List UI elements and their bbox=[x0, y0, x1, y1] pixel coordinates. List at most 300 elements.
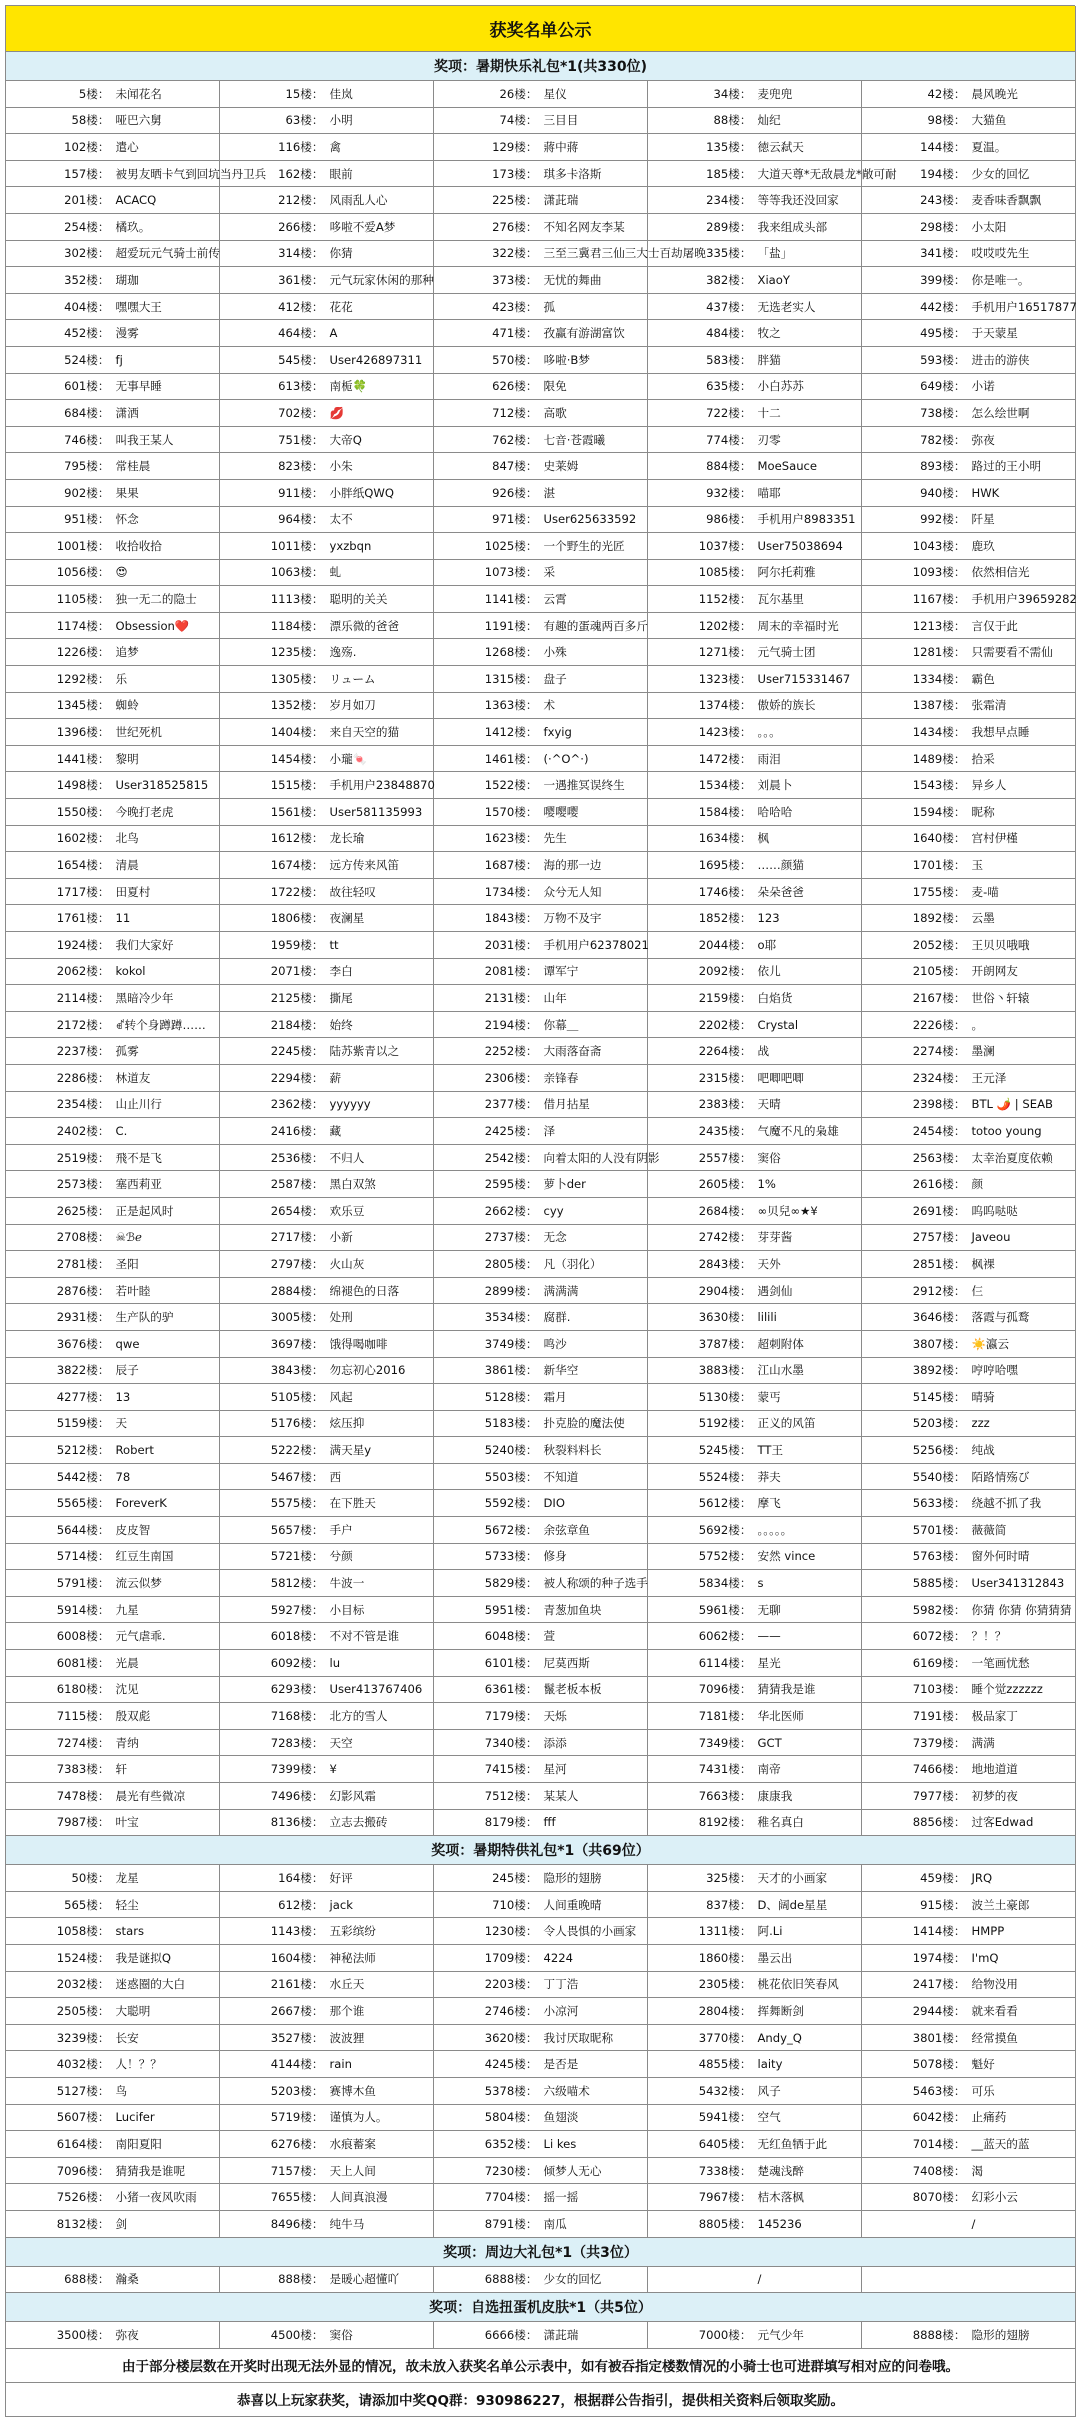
floor-number: 1434楼： bbox=[912, 725, 966, 740]
floor-number: 5719楼： bbox=[270, 2110, 324, 2125]
winner-cell bbox=[862, 507, 1076, 533]
floor-number: 157楼： bbox=[64, 166, 110, 181]
winner-cell bbox=[6, 2184, 220, 2210]
table-row bbox=[6, 2158, 1076, 2185]
winner-cell bbox=[220, 1171, 434, 1197]
winner-name: 麦-喵 bbox=[971, 884, 999, 899]
winner-name: 迷惑圈的大白 bbox=[115, 1977, 186, 1992]
winner-name: 战 bbox=[757, 1044, 770, 1059]
floor-number: 276楼： bbox=[492, 219, 538, 234]
floor-number: 5733楼： bbox=[484, 1549, 538, 1564]
winner-name: 流云似梦 bbox=[115, 1576, 162, 1591]
floor-number: 7349楼： bbox=[698, 1735, 752, 1750]
winner-name: 九星 bbox=[115, 1602, 139, 1617]
winner-name: 喵耶 bbox=[757, 485, 781, 500]
floor-number: 144楼： bbox=[920, 139, 966, 154]
winner-name: 大道天尊*无敌晨龙*敞可耐 bbox=[757, 166, 897, 181]
floor-number: 5657楼： bbox=[270, 1522, 324, 1537]
winner-name: 渴 bbox=[971, 2163, 984, 2178]
floor-number: 185楼： bbox=[706, 166, 752, 181]
floor-number: 7655楼： bbox=[270, 2190, 324, 2205]
table-row bbox=[6, 1703, 1076, 1730]
winner-name: 来自天空的猫 bbox=[329, 725, 400, 740]
winner-cell bbox=[6, 1411, 220, 1437]
winner-name: 清晨 bbox=[115, 858, 139, 873]
winner-name: 陆苏紫青以之 bbox=[329, 1044, 400, 1059]
winner-name: 薇薇简 bbox=[971, 1522, 1007, 1537]
winner-cell bbox=[648, 2211, 862, 2237]
floor-number: 7663楼： bbox=[698, 1788, 752, 1803]
winner-name: 傲娇的族长 bbox=[757, 698, 816, 713]
winner-name: 追梦 bbox=[115, 645, 139, 660]
winner-name: 嘿嘿大王 bbox=[115, 299, 162, 314]
winner-cell bbox=[648, 826, 862, 852]
winner-cell bbox=[434, 400, 648, 426]
winner-cell bbox=[434, 959, 648, 985]
winner-cell bbox=[862, 267, 1076, 293]
floor-number: 7103楼： bbox=[912, 1682, 966, 1697]
winner-name: 漫雾 bbox=[115, 326, 139, 341]
winner-name: 火山灰 bbox=[329, 1256, 365, 1271]
winner-name: BTL 🌶️ | SEAB bbox=[971, 1097, 1053, 1112]
floor-number: 3822楼： bbox=[56, 1363, 110, 1378]
winner-cell bbox=[862, 427, 1076, 453]
floor-number: 88楼： bbox=[713, 113, 752, 128]
winner-cell bbox=[648, 1810, 862, 1836]
winner-cell bbox=[648, 1464, 862, 1490]
winner-cell bbox=[220, 374, 434, 400]
winner-name: cyy bbox=[543, 1203, 564, 1218]
winner-name: tt bbox=[329, 937, 339, 952]
winner-cell bbox=[862, 1677, 1076, 1703]
floor-number: 7415楼： bbox=[484, 1762, 538, 1777]
winner-name: jack bbox=[329, 1897, 353, 1912]
winner-cell bbox=[6, 2078, 220, 2104]
winner-cell bbox=[862, 1918, 1076, 1944]
winner-cell bbox=[6, 985, 220, 1011]
floor-number: 915楼： bbox=[920, 1897, 966, 1912]
floor-number: 3534楼： bbox=[484, 1310, 538, 1325]
winner-cell bbox=[6, 453, 220, 479]
winner-cell bbox=[862, 1865, 1076, 1891]
winner-cell bbox=[6, 533, 220, 559]
winner-name: HMPP bbox=[971, 1924, 1005, 1939]
winner-name: 天才的小画家 bbox=[757, 1870, 828, 1885]
winner-cell bbox=[220, 560, 434, 586]
winner-cell bbox=[862, 1464, 1076, 1490]
winner-cell bbox=[862, 320, 1076, 346]
winner-cell bbox=[434, 453, 648, 479]
winner-name: 橘玖。 bbox=[115, 219, 151, 234]
winner-name: 勿忘初心2016 bbox=[329, 1363, 406, 1378]
winner-name: User625633592 bbox=[543, 512, 637, 527]
floor-number: 1701楼： bbox=[912, 858, 966, 873]
floor-number: 583楼： bbox=[706, 352, 752, 367]
winner-name: 神秘法师 bbox=[329, 1950, 376, 1965]
winner-cell bbox=[6, 1597, 220, 1623]
floor-number: 1454楼： bbox=[270, 751, 324, 766]
table-row bbox=[6, 2025, 1076, 2052]
winner-name: 大雨落奋斋 bbox=[543, 1044, 602, 1059]
floor-number: 1043楼： bbox=[912, 538, 966, 553]
winner-cell bbox=[434, 1597, 648, 1623]
floor-number: 2167楼： bbox=[912, 990, 966, 1005]
winner-name: 墨澜 bbox=[971, 1044, 995, 1059]
winner-cell bbox=[648, 427, 862, 453]
winner-cell bbox=[434, 1623, 648, 1649]
winner-cell bbox=[220, 2158, 434, 2184]
winner-name: laity bbox=[757, 2057, 783, 2072]
winner-name: 琪多卡洛斯 bbox=[543, 166, 602, 181]
winner-name: qwe bbox=[115, 1336, 140, 1351]
winner-name: 南瓜 bbox=[543, 2216, 567, 2231]
winner-cell bbox=[6, 1623, 220, 1649]
table-row bbox=[6, 1065, 1076, 1092]
winner-name: 一个野生的光匠 bbox=[543, 538, 625, 553]
winner-name: 不知名网友李某 bbox=[543, 219, 625, 234]
floor-number: 1025楼： bbox=[484, 538, 538, 553]
winner-cell bbox=[434, 108, 648, 134]
winner-name: o耶 bbox=[757, 937, 777, 952]
winner-cell bbox=[220, 267, 434, 293]
winner-cell bbox=[220, 959, 434, 985]
floor-number: 1184楼： bbox=[270, 618, 324, 633]
floor-number: 1746楼： bbox=[698, 884, 752, 899]
winner-cell bbox=[434, 1490, 648, 1516]
floor-number: 1674楼： bbox=[270, 858, 324, 873]
floor-number: 2684楼： bbox=[698, 1203, 752, 1218]
floor-number: 684楼： bbox=[64, 405, 110, 420]
floor-number: 1056楼： bbox=[56, 565, 110, 580]
floor-number: 1085楼： bbox=[698, 565, 752, 580]
floor-number: 932楼： bbox=[706, 485, 752, 500]
winner-name: 添添 bbox=[543, 1735, 567, 1750]
winner-cell bbox=[6, 1490, 220, 1516]
winner-cell bbox=[434, 1171, 648, 1197]
winner-cell bbox=[648, 932, 862, 958]
winner-cell bbox=[6, 2158, 220, 2184]
winner-cell bbox=[862, 1650, 1076, 1676]
winner-name: / bbox=[757, 2272, 762, 2287]
floor-number: 2062楼： bbox=[56, 964, 110, 979]
winner-cell bbox=[648, 1171, 862, 1197]
winner-name: —— bbox=[757, 1629, 781, 1644]
winner-name: 小诺 bbox=[971, 379, 995, 394]
winner-cell bbox=[6, 320, 220, 346]
winner-name: 魁好 bbox=[971, 2057, 995, 2072]
winner-cell bbox=[648, 453, 862, 479]
winner-name: 炫压抑 bbox=[329, 1416, 365, 1431]
table-row bbox=[6, 1945, 1076, 1972]
table-row bbox=[6, 2131, 1076, 2158]
winner-name: 天空 bbox=[329, 1735, 353, 1750]
winner-cell bbox=[862, 1092, 1076, 1118]
winner-name: 好评 bbox=[329, 1870, 353, 1885]
winner-cell bbox=[6, 1756, 220, 1782]
table-row bbox=[6, 453, 1076, 480]
floor-number: 1315楼： bbox=[484, 671, 538, 686]
winner-name: 南帝 bbox=[757, 1762, 781, 1777]
winner-name: 弥夜 bbox=[971, 432, 995, 447]
winner-name: 瀚桑 bbox=[115, 2272, 139, 2287]
winner-name: 星光 bbox=[757, 1655, 781, 1670]
floor-number: 15楼： bbox=[285, 86, 324, 101]
floor-number: 5203楼： bbox=[270, 2083, 324, 2098]
winner-name: 潇茈瑞 bbox=[543, 2327, 579, 2342]
winner-cell bbox=[648, 666, 862, 692]
floor-number: 5159楼： bbox=[56, 1416, 110, 1431]
winner-cell bbox=[6, 1171, 220, 1197]
floor-number: 162楼： bbox=[278, 166, 324, 181]
winner-name: 六级喵术 bbox=[543, 2083, 590, 2098]
winner-cell bbox=[648, 772, 862, 798]
winner-name: 宫村伊槿 bbox=[971, 831, 1018, 846]
winner-name: ¥ bbox=[329, 1762, 337, 1777]
winner-cell bbox=[6, 613, 220, 639]
winner-cell bbox=[862, 161, 1076, 187]
winner-cell bbox=[648, 586, 862, 612]
winner-cell bbox=[648, 1358, 862, 1384]
winner-cell bbox=[862, 1411, 1076, 1437]
floor-number: 7096楼： bbox=[698, 1682, 752, 1697]
winner-name: 世俗丶轩辕 bbox=[971, 990, 1030, 1005]
winner-cell bbox=[434, 161, 648, 187]
winner-cell bbox=[6, 2131, 220, 2157]
winner-name: 无事早睡 bbox=[115, 379, 162, 394]
winner-cell bbox=[6, 586, 220, 612]
table-row bbox=[6, 1544, 1076, 1571]
floor-number: 5763楼： bbox=[912, 1549, 966, 1564]
floor-number: 2286楼： bbox=[56, 1070, 110, 1085]
winner-cell bbox=[648, 187, 862, 213]
winner-cell bbox=[6, 1677, 220, 1703]
winner-name: 小明 bbox=[329, 113, 353, 128]
winner-cell bbox=[220, 1278, 434, 1304]
winner-cell bbox=[220, 1012, 434, 1038]
winner-cell bbox=[434, 985, 648, 1011]
winner-name: 我来组成头部 bbox=[757, 219, 828, 234]
winner-name: 大帝Q bbox=[329, 432, 362, 447]
winner-cell bbox=[220, 2131, 434, 2157]
floor-number: 1924楼： bbox=[56, 937, 110, 952]
table-row bbox=[6, 852, 1076, 879]
winner-cell bbox=[220, 826, 434, 852]
winner-cell bbox=[220, 108, 434, 134]
floor-number: 2203楼： bbox=[484, 1977, 538, 1992]
winner-name: 睡个觉zzzzzz bbox=[971, 1682, 1043, 1697]
table-row bbox=[6, 1464, 1076, 1491]
winner-cell bbox=[648, 959, 862, 985]
table-row bbox=[6, 1437, 1076, 1464]
winner-cell bbox=[6, 1065, 220, 1091]
floor-number: 1345楼： bbox=[56, 698, 110, 713]
winner-cell bbox=[434, 1198, 648, 1224]
winner-cell bbox=[220, 879, 434, 905]
winner-name: 麦香味香飘飘 bbox=[971, 193, 1042, 208]
floor-number: 254楼： bbox=[64, 219, 110, 234]
floor-number: 5721楼： bbox=[270, 1549, 324, 1564]
floor-number: 341楼： bbox=[920, 246, 966, 261]
winner-name: Javeou bbox=[971, 1230, 1011, 1245]
winner-name: fff bbox=[543, 1815, 556, 1830]
winner-cell bbox=[6, 374, 220, 400]
winner-name: 牧之 bbox=[757, 326, 781, 341]
winner-cell bbox=[648, 2322, 862, 2348]
winner-name: stars bbox=[115, 1924, 144, 1939]
table-row bbox=[6, 533, 1076, 560]
winner-name: 秋裂料料长 bbox=[543, 1443, 602, 1458]
floor-number: 688楼： bbox=[64, 2272, 110, 2287]
floor-number: 2536楼： bbox=[270, 1150, 324, 1165]
winner-cell bbox=[648, 1677, 862, 1703]
winner-cell bbox=[434, 1998, 648, 2024]
winner-cell bbox=[862, 1358, 1076, 1384]
winner-name: 禽 bbox=[329, 139, 342, 154]
winner-name: 鸣沙 bbox=[543, 1336, 567, 1351]
winner-name: 极品家丁 bbox=[971, 1709, 1018, 1724]
winner-name: yxzbqn bbox=[329, 538, 372, 553]
table-row bbox=[6, 374, 1076, 401]
winner-name: 吧唧吧唧 bbox=[757, 1070, 804, 1085]
winner-name: 天烁 bbox=[543, 1709, 567, 1724]
winner-cell bbox=[648, 639, 862, 665]
winner-cell bbox=[648, 560, 862, 586]
winner-cell bbox=[220, 1892, 434, 1918]
winner-name: 窦俗 bbox=[757, 1150, 781, 1165]
table-row bbox=[6, 1118, 1076, 1145]
floor-number: 5644楼： bbox=[56, 1522, 110, 1537]
floor-number: 5183楼： bbox=[484, 1416, 538, 1431]
winner-cell bbox=[220, 1918, 434, 1944]
winner-cell bbox=[6, 1198, 220, 1224]
winner-name: 七音·苍霞曦 bbox=[543, 432, 606, 447]
winner-cell bbox=[220, 294, 434, 320]
winner-cell bbox=[434, 533, 648, 559]
notice-text: 由于部分楼层数在开奖时出现无法外显的情况，故未放入获奖名单公示表中，如有被吞指定楼数情况的小骑士也可进群填写相对应的问卷哦。 bbox=[6, 2349, 1076, 2383]
winner-name: 💋 bbox=[329, 405, 344, 420]
floor-number: 2587楼： bbox=[270, 1177, 324, 1192]
winner-name: 是暖心超懂吖 bbox=[329, 2272, 400, 2287]
winner-name: 朵朵爸爸 bbox=[757, 884, 804, 899]
winner-cell bbox=[862, 1597, 1076, 1623]
floor-number: 847楼： bbox=[492, 459, 538, 474]
floor-number: 5672楼： bbox=[484, 1522, 538, 1537]
table-row bbox=[6, 560, 1076, 587]
floor-number: 702楼： bbox=[278, 405, 324, 420]
winner-name: ？！？ bbox=[971, 1629, 1007, 1644]
winner-cell bbox=[648, 2131, 862, 2157]
floor-number: 2071楼： bbox=[270, 964, 324, 979]
winner-name: 稚名真白 bbox=[757, 1815, 804, 1830]
winner-name: 桃花依旧笑春风 bbox=[757, 1977, 839, 1992]
winner-name: 向着太阳的人没有阴影 bbox=[543, 1150, 660, 1165]
floor-number: 5804楼： bbox=[484, 2110, 538, 2125]
floor-number: 7379楼： bbox=[912, 1735, 966, 1750]
floor-number: 2435楼： bbox=[698, 1123, 752, 1138]
floor-number: 5592楼： bbox=[484, 1496, 538, 1511]
floor-number: 2052楼： bbox=[912, 937, 966, 952]
winner-name: 采 bbox=[543, 565, 556, 580]
winner-cell bbox=[6, 959, 220, 985]
floor-number: 1974楼： bbox=[912, 1950, 966, 1965]
winner-name: 颜 bbox=[971, 1177, 984, 1192]
winner-name: 是否是 bbox=[543, 2057, 579, 2072]
winner-cell bbox=[862, 879, 1076, 905]
table-row bbox=[6, 1623, 1076, 1650]
winner-name: 青葱加鱼块 bbox=[543, 1602, 602, 1617]
winner-name: 78 bbox=[115, 1469, 131, 1484]
winner-name: 你猜 bbox=[329, 246, 353, 261]
floor-number: 8856楼： bbox=[912, 1815, 966, 1830]
winner-name: 沈见 bbox=[115, 1682, 139, 1697]
winner-name: 😍 bbox=[115, 565, 128, 580]
floor-number: 1174楼： bbox=[56, 618, 110, 633]
award-header: 奖项：自选扭蛋机皮肤*1（共5位） bbox=[6, 2293, 1076, 2322]
winner-cell bbox=[862, 1544, 1076, 1570]
winner-name: 我们大家好 bbox=[115, 937, 174, 952]
winner-cell bbox=[862, 2267, 1076, 2293]
winner-name: 孤雾 bbox=[115, 1044, 139, 1059]
winner-name: User75038694 bbox=[757, 538, 843, 553]
winner-cell bbox=[220, 1437, 434, 1463]
winner-cell bbox=[220, 1490, 434, 1516]
table-row bbox=[6, 586, 1076, 613]
floor-number: 8192楼： bbox=[698, 1815, 752, 1830]
winner-cell bbox=[220, 639, 434, 665]
winner-name: 皮皮智 bbox=[115, 1522, 151, 1537]
winner-name: 止痛药 bbox=[971, 2110, 1007, 2125]
floor-number: 471楼： bbox=[492, 326, 538, 341]
winner-cell bbox=[6, 1810, 220, 1836]
winner-cell bbox=[220, 1810, 434, 1836]
floor-number: 1404楼： bbox=[270, 725, 324, 740]
floor-number: 888楼： bbox=[278, 2272, 324, 2287]
winner-cell bbox=[6, 932, 220, 958]
winner-cell bbox=[220, 241, 434, 267]
winner-cell bbox=[648, 81, 862, 107]
floor-number: 1852楼： bbox=[698, 911, 752, 926]
winner-cell bbox=[434, 799, 648, 825]
winner-name: MoeSauce bbox=[757, 459, 818, 474]
floor-number: 5692楼： bbox=[698, 1522, 752, 1537]
winner-cell bbox=[6, 241, 220, 267]
winner-cell bbox=[6, 480, 220, 506]
floor-number: 2306楼： bbox=[484, 1070, 538, 1085]
winner-cell bbox=[434, 1517, 648, 1543]
winner-cell bbox=[220, 932, 434, 958]
floor-number: 2184楼： bbox=[270, 1017, 324, 1032]
floor-number: 2398楼： bbox=[912, 1097, 966, 1112]
floor-number: 361楼： bbox=[278, 272, 324, 287]
floor-number: 2595楼： bbox=[484, 1177, 538, 1192]
winner-name: s bbox=[757, 1576, 764, 1591]
winner-name: ꑱ转个身蹲蹲…… bbox=[115, 1017, 206, 1032]
winner-name: ∞贝兒∞★¥ bbox=[757, 1203, 818, 1218]
winner-cell bbox=[434, 2158, 648, 2184]
winner-name: 黑白双煞 bbox=[329, 1177, 376, 1192]
floor-number: 6042楼： bbox=[912, 2110, 966, 2125]
winner-name: 有趣的蛋魂两百多斤 bbox=[543, 618, 648, 633]
winner-name: 乐 bbox=[115, 671, 128, 686]
winner-name: 小新 bbox=[329, 1230, 353, 1245]
winner-name: 正是起风时 bbox=[115, 1203, 174, 1218]
winner-cell bbox=[6, 1092, 220, 1118]
winner-cell bbox=[6, 852, 220, 878]
winner-cell bbox=[648, 1384, 862, 1410]
winner-name: 周末的幸福时光 bbox=[757, 618, 839, 633]
winner-cell bbox=[434, 81, 648, 107]
winner-name: 高歌 bbox=[543, 405, 567, 420]
